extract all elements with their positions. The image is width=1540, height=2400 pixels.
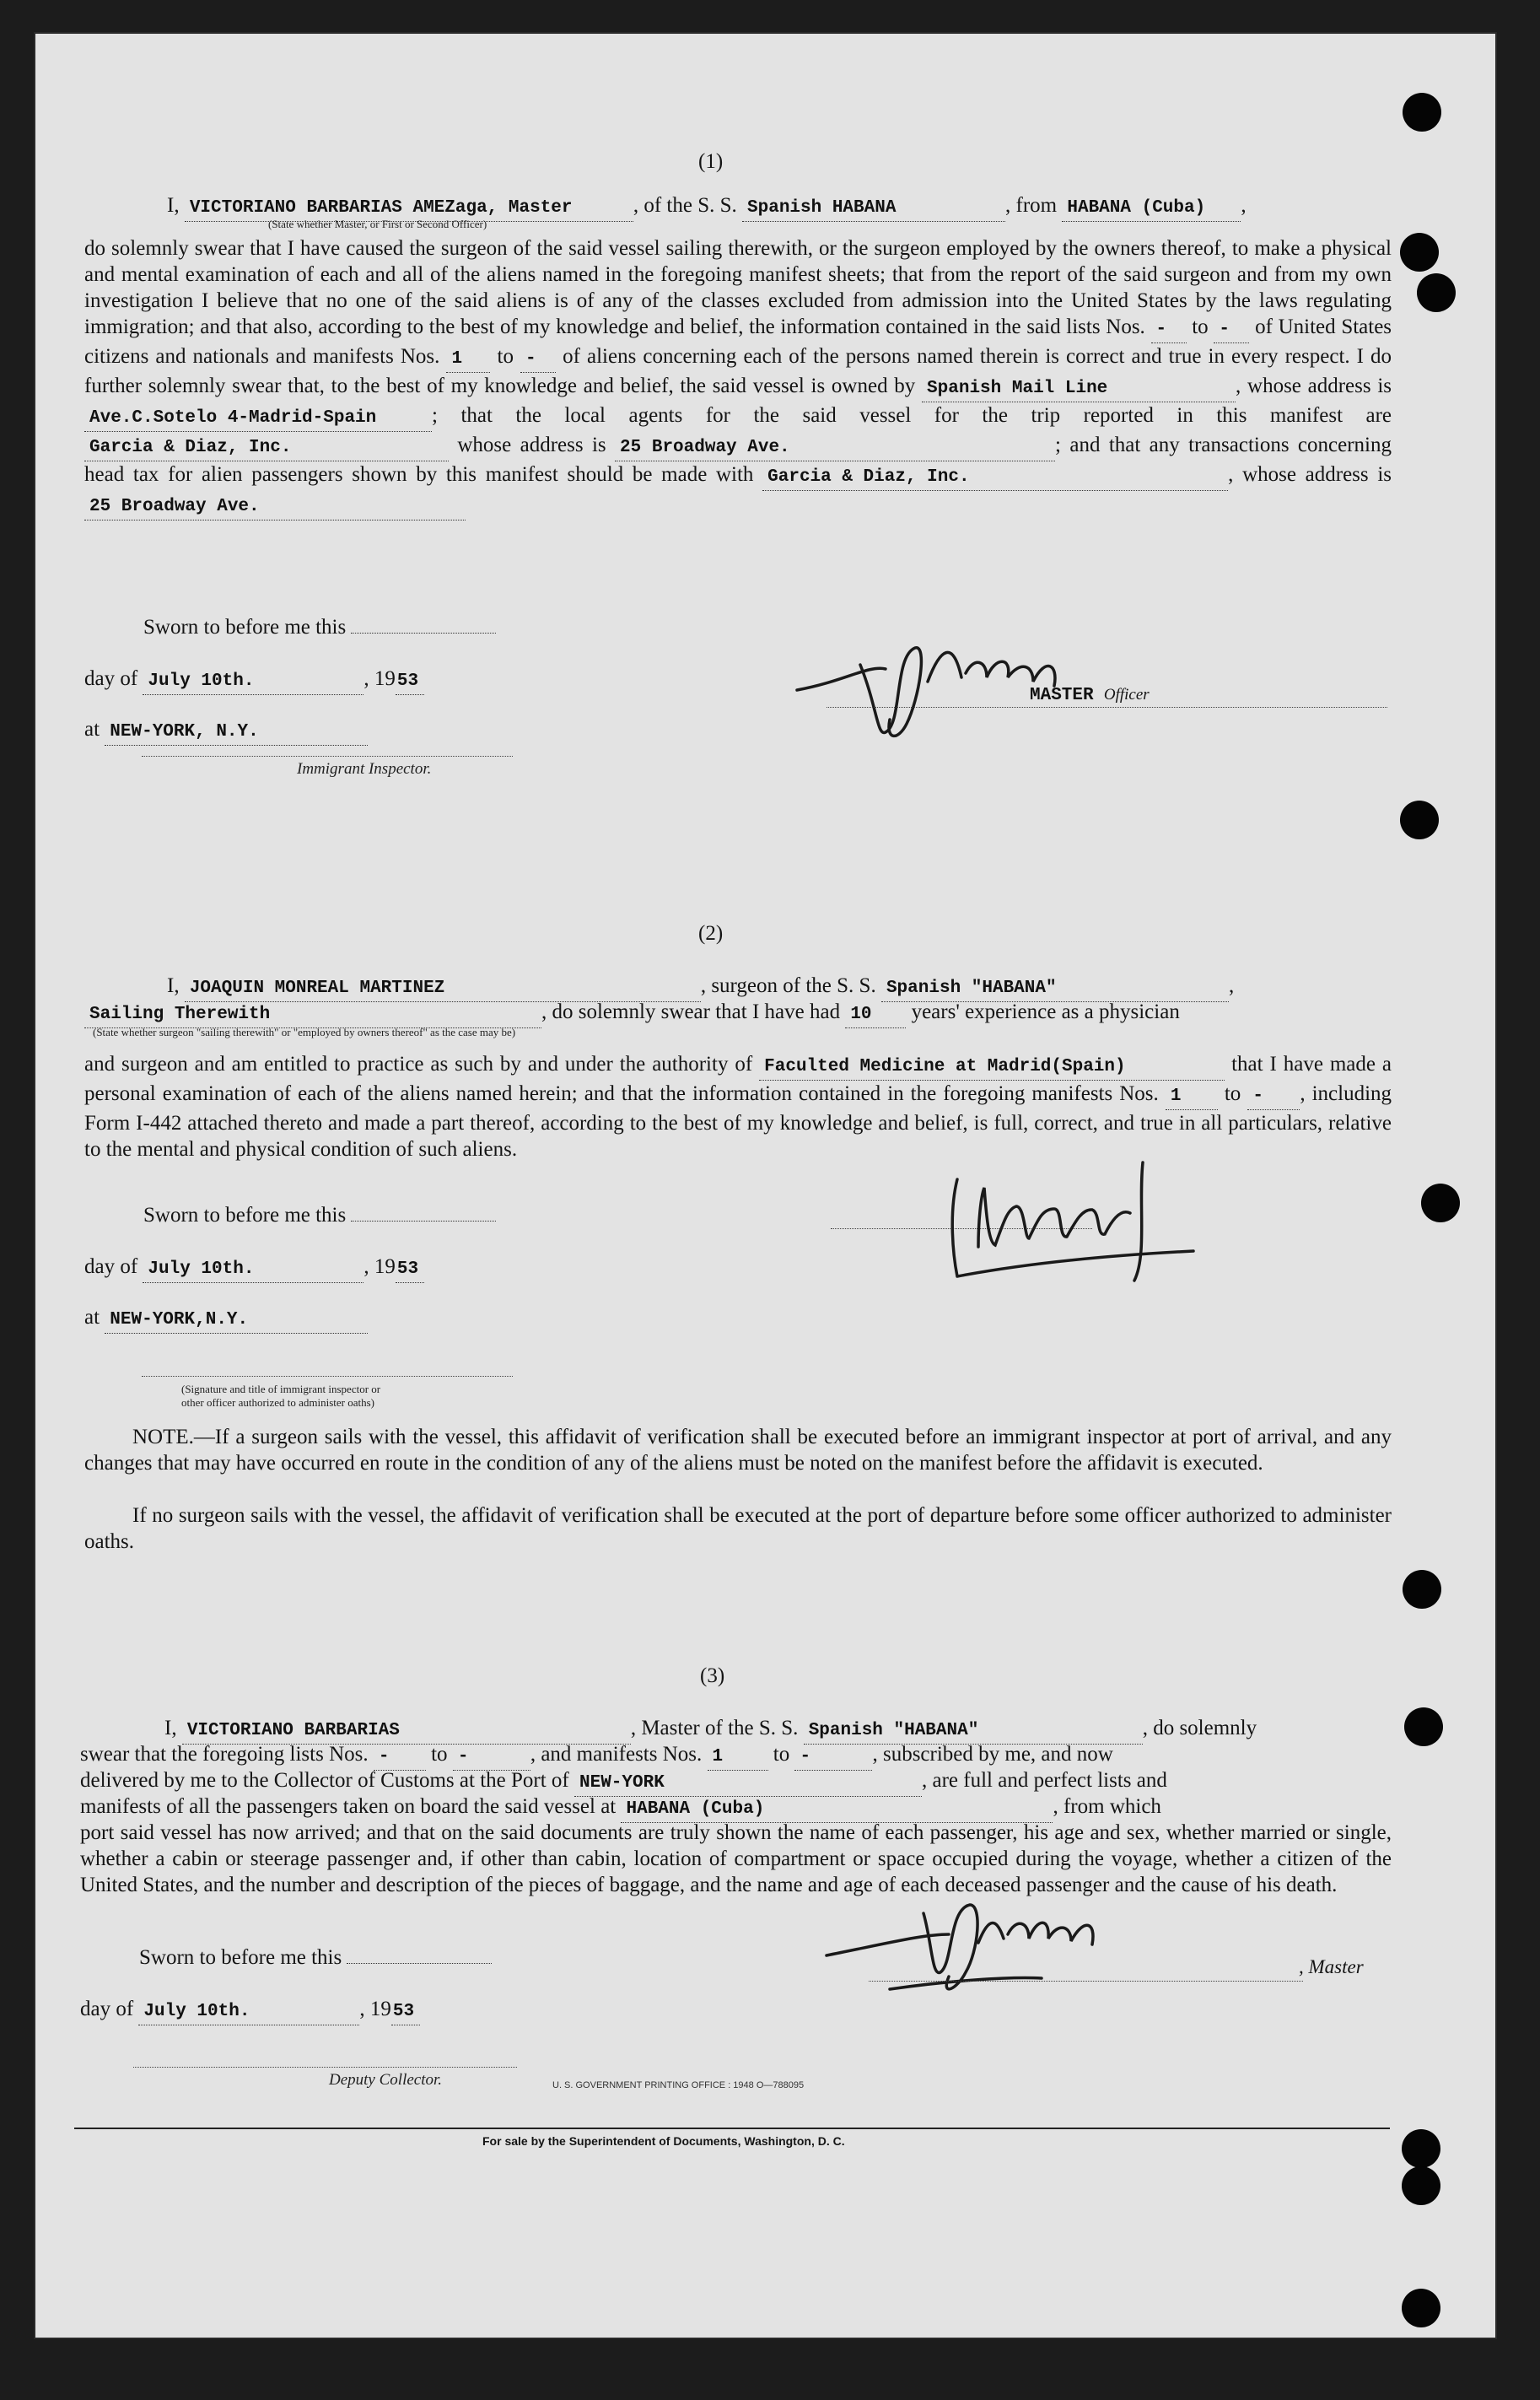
comma: , (1241, 194, 1247, 217)
vessel-field[interactable]: Spanish HABANA (742, 195, 1005, 222)
from-port-field[interactable]: HABANA (Cuba) (621, 1796, 1053, 1823)
day-of-label: day of (80, 1998, 134, 2020)
paragraph-text: do solemnly swear that I have caused the surgeon of the said vessel sailing therewith, or the surgeon employed by the owners thereof, to make a physical and mental examination of each and all of the aliens named in the foregoing manifest sheets; that from the report of the said surgeon and from my own investigation I believe that no one of the said aliens is of any of the classes excluded from admission into the United States by the laws regulating immigration; and that also, according to the best of my knowledge and belief, the information contained in the said lists Nos. (84, 237, 1392, 338)
and-manifests-label: , and manifests Nos. (530, 1743, 703, 1766)
paragraph-1 (84, 235, 1392, 520)
of-ss-label: , of the S. S. (633, 194, 737, 217)
printing-office: U. S. GOVERNMENT PRINTING OFFICE : 1948 O—788095 (552, 2080, 805, 2090)
whose-address-label: whose address is (457, 434, 606, 456)
punch-hole (1402, 2129, 1440, 2168)
paragraph-text: of aliens concerning each of the persons named therein is correct and true in every respect. I do further solemnly swear that, to the best of my knowledge and belief, the said vessel is owned by (84, 345, 1392, 397)
head-tax-agent-field[interactable]: Garcia & Diaz, Inc. (762, 464, 1228, 491)
master-name-field[interactable]: VICTORIANO BARBARIAS (182, 1718, 631, 1745)
master-name-field[interactable]: VICTORIANO BARBARIAS AMEZaga, Master (185, 195, 633, 222)
master-line (80, 1715, 1476, 1745)
manifest-to-field[interactable]: - (520, 346, 556, 373)
entitled-label: and surgeon and am entitled to practice as such by and under the authority of (84, 1053, 753, 1076)
surgeon-of-label: , surgeon of the S. S. (700, 974, 876, 997)
manifest-from-field[interactable]: 1 (708, 1744, 768, 1771)
inspector-signature-line (142, 756, 513, 757)
manifests-of-label: manifests of all the passengers taken on board the said vessel at (80, 1795, 617, 1818)
lists-line (80, 1741, 1392, 1771)
punch-hole (1403, 1570, 1441, 1609)
sworn-line (80, 1944, 492, 1971)
note-1: NOTE.—If a surgeon sails with the vessel, this affidavit of verification shall be executed before an immigrant inspector at port of arrival, and any changes that may have occurred en route in the condition of any of the aliens must be noted on the manifest before the affidavit is executed. (84, 1426, 1392, 1475)
year-prefix: , 19 (363, 1255, 396, 1278)
punch-hole (1417, 273, 1456, 312)
place-field[interactable]: NEW-YORK,N.Y. (105, 1307, 368, 1334)
document-page (34, 32, 1497, 2339)
sworn-field[interactable] (351, 1221, 496, 1222)
paragraph-text: that I have made a personal examination of each of the aliens named herein; and that the information contained in the foregoing manifests Nos. (84, 1053, 1392, 1105)
date-field[interactable]: July 10th. (143, 1256, 363, 1283)
master-of-label: , Master of the S. S. (630, 1717, 799, 1739)
subscribed-label: , subscribed by me, and now (872, 1743, 1113, 1766)
day-of-label: day of (84, 1255, 138, 1278)
to-label: to (773, 1743, 790, 1766)
agents-label: that the local agents for the said vessel for the trip reported in this manifest are (460, 404, 1392, 427)
master-signature-line (869, 1981, 1303, 1982)
inspector-caption: Immigrant Inspector. (297, 760, 432, 778)
lists-from-field[interactable]: - (1151, 316, 1187, 343)
day-line (80, 1996, 420, 2025)
full-perfect-label: , are full and perfect lists and (922, 1769, 1167, 1792)
surgeon-line (84, 973, 1474, 1002)
sworn-label: Sworn to before me this (139, 1946, 342, 1969)
owner-address-field[interactable]: Ave.C.Sotelo 4-Madrid-Spain (84, 405, 432, 432)
punch-hole (1400, 801, 1439, 839)
from-label: , from (1005, 194, 1058, 217)
port-field[interactable]: HABANA (Cuba) (1062, 195, 1241, 222)
agents-field[interactable]: Garcia & Diaz, Inc. (84, 434, 449, 461)
to-label: to (431, 1743, 448, 1766)
date-field[interactable]: July 10th. (143, 668, 363, 695)
year-prefix: , 19 (359, 1998, 391, 2020)
day-of-label: day of (84, 667, 138, 690)
head-tax-label: ; and that any transactions concerning head tax for alien passengers shown by this manifest should be made with (84, 434, 1392, 486)
authority-field[interactable]: Faculted Medicine at Madrid(Spain) (759, 1054, 1225, 1081)
master-label: MASTER (1030, 686, 1094, 705)
sworn-field[interactable] (351, 633, 496, 634)
sworn-line (84, 1202, 1451, 1228)
punch-hole (1402, 2166, 1440, 2205)
comma: , (1228, 974, 1235, 997)
paragraph-3: port said vessel has now arrived; and that on the said documents are truly shown the name of each passenger, his age and sex, whether married or single, whether a cabin or steerage passenger and, if other than cabin, location of compartment or space occupied during the voyage, whether a citizen of the United States, and the number and description of the pieces of baggage, and the name and age of each deceased passenger and the cause of his death. (80, 1821, 1392, 1896)
years-field[interactable]: 10 (845, 1001, 906, 1028)
section-number: (1) (698, 150, 724, 173)
inspector-caption-1: (Signature and title of immigrant inspector or (181, 1383, 381, 1395)
year-field[interactable]: 53 (391, 1998, 420, 2025)
section-number: (3) (700, 1664, 725, 1687)
from-which-label: , from which (1053, 1795, 1161, 1818)
manifest-from-field[interactable]: 1 (1166, 1083, 1218, 1110)
vessel-field[interactable]: Spanish "HABANA" (881, 975, 1229, 1002)
inspector-signature-line (142, 1376, 513, 1377)
year-field[interactable]: 53 (396, 668, 424, 695)
master-caption: (State whether Master, or First or Second Officer) (268, 218, 487, 230)
place-field[interactable]: NEW-YORK, N.Y. (105, 719, 368, 746)
lists-to-field[interactable]: - (1214, 316, 1249, 343)
to-label: to (1224, 1082, 1241, 1105)
swear-lists-label: swear that the foregoing lists Nos. (80, 1743, 369, 1766)
punch-hole (1402, 2289, 1440, 2327)
years-label: years' experience as a physician (911, 1000, 1180, 1023)
punch-hole (1403, 93, 1441, 132)
manifest-from-field[interactable]: 1 (446, 346, 490, 373)
do-solemnly-label: , do solemnly (1142, 1717, 1257, 1739)
semicolon: ; (432, 404, 438, 427)
delivered-line (80, 1767, 1392, 1797)
whose-address-label: , whose address is (1236, 375, 1392, 397)
sworn-label: Sworn to before me this (143, 1204, 347, 1227)
status-field[interactable]: Sailing Therewith (84, 1001, 541, 1028)
delivered-label: delivered by me to the Collector of Customs at the Port of (80, 1769, 569, 1792)
paragraph-text: , including Form I-442 attached thereto and made a part thereof, according to the best of my knowledge and belief, is full, correct, and true in all particulars, relative to the mental and physical condition of such aliens. (84, 1082, 1392, 1161)
master-signature-3 (822, 1884, 1227, 2006)
swear-label: , do solemnly swear that I have had (541, 1000, 841, 1023)
inspector-caption-2: other officer authorized to administer oaths) (181, 1396, 374, 1409)
lists-to-field[interactable]: - (453, 1744, 530, 1771)
manifest-to-field[interactable]: - (794, 1744, 872, 1771)
for-sale-footer: For sale by the Superintendent of Documents, Washington, D. C. (482, 2134, 845, 2148)
manifests-line (80, 1793, 1392, 1823)
of-us-label: of United States citizens and nationals and manifests Nos. (84, 316, 1392, 368)
sworn-line (84, 614, 1451, 640)
agents-address-field[interactable]: 25 Broadway Ave. (615, 434, 1055, 461)
head-tax-address-field[interactable]: 25 Broadway Ave. (84, 493, 466, 520)
surgeon-name-field[interactable]: JOAQUIN MONREAL MARTINEZ (185, 975, 701, 1002)
section-number: (2) (698, 922, 724, 945)
at-line (84, 716, 1392, 746)
year-prefix: , 19 (363, 667, 396, 690)
sworn-field[interactable] (347, 1963, 492, 1964)
master-officer-line (1025, 680, 1150, 709)
punch-hole (1400, 233, 1439, 272)
i-label: I, (167, 194, 180, 217)
year-field[interactable]: 53 (396, 1256, 424, 1283)
at-label: at (84, 1306, 100, 1329)
note-2: If no surgeon sails with the vessel, the affidavit of verification shall be executed at the port of departure before some officer authorized to administer oaths. (84, 1504, 1392, 1553)
status-line (84, 999, 1392, 1028)
to-label: to (497, 345, 514, 368)
to-label: to (1192, 316, 1209, 338)
lists-from-field[interactable]: - (374, 1744, 426, 1771)
surgeon-signature (940, 1129, 1219, 1319)
sworn-label: Sworn to before me this (143, 616, 347, 639)
master-label-3: , Master (1299, 1956, 1364, 1977)
collector-signature-line (133, 2067, 517, 2068)
port-field[interactable]: NEW-YORK (574, 1770, 922, 1797)
day-line (84, 666, 1392, 695)
manifest-to-field[interactable]: - (1247, 1083, 1300, 1110)
i-label: I, (164, 1717, 177, 1739)
status-caption: (State whether surgeon "sailing therewith" or "employed by owners thereof" as the case may be) (93, 1026, 516, 1038)
officer-label: Officer (1103, 686, 1150, 704)
master-signature-line (827, 707, 1387, 708)
i-label: I, (167, 974, 180, 997)
date-field[interactable]: July 10th. (138, 1998, 359, 2025)
at-label: at (84, 718, 100, 741)
owner-field[interactable]: Spanish Mail Line (922, 375, 1236, 402)
whose-address-label: , whose address is (1228, 463, 1392, 486)
vessel-field[interactable]: Spanish "HABANA" (804, 1718, 1143, 1745)
footer-rule (74, 2128, 1390, 2129)
collector-caption: Deputy Collector. (329, 2071, 443, 2089)
